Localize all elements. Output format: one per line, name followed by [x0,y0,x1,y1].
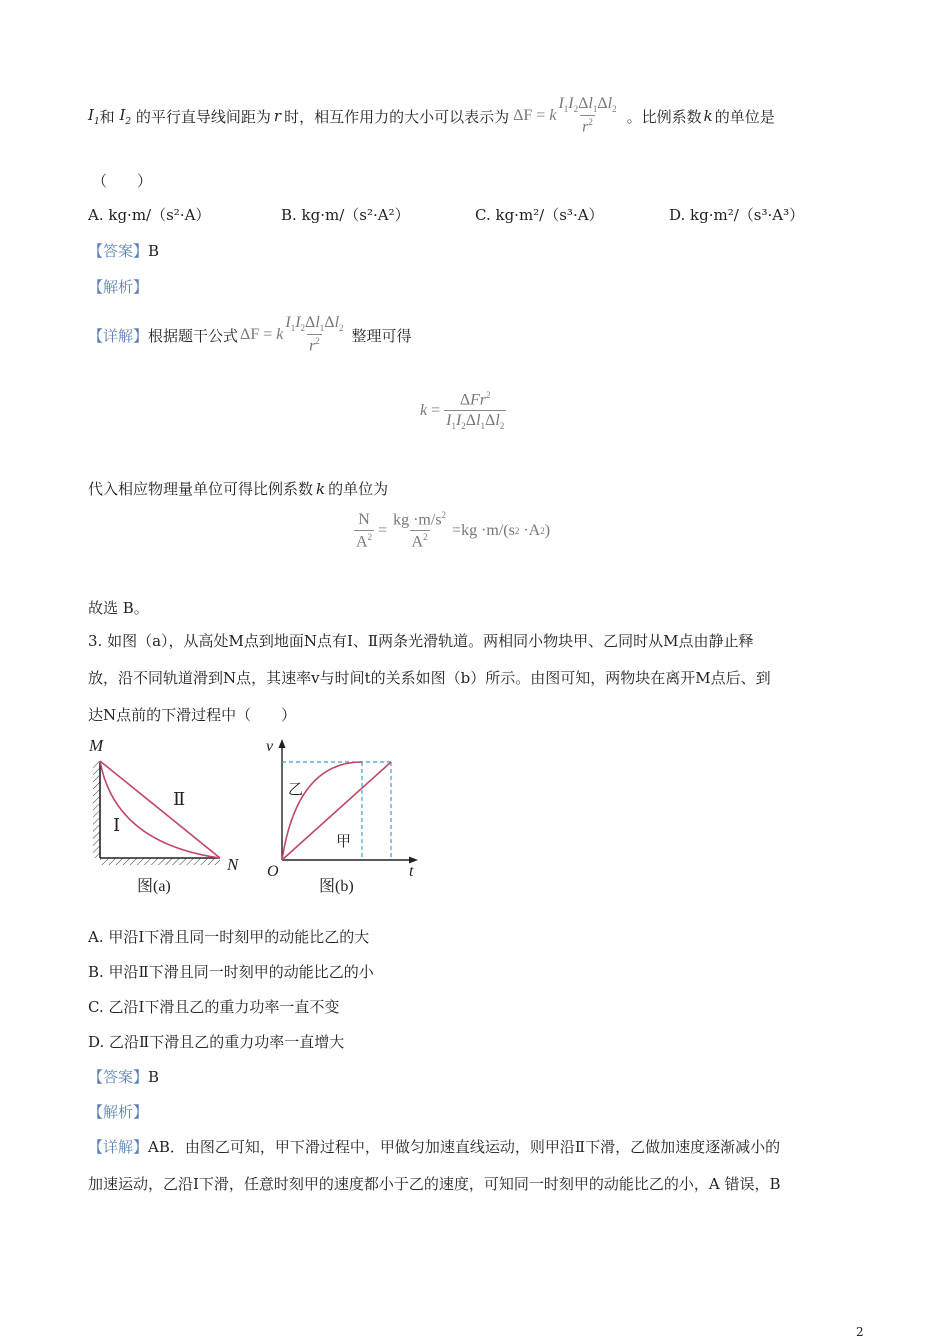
q3-stem-line2: 放，沿不同轨道滑到N点，其速率v与时间t的关系如图（b）所示。由图可知，两物块在离开M点后、到 [88,669,771,687]
track-2-line [100,761,220,858]
analysis-tag: 【解析】 [88,278,149,296]
detail-tag: 【详解】 [88,326,149,345]
detail-formula: ΔF = k $\frac{I_1I_2\Delta l_1\Delta l_2}{r^2}$ [240,314,344,355]
detail-text-1: 根据题干公式 [148,326,239,345]
detail-text-2: 整理可得 [351,326,412,345]
caption-b: 图(b) [319,878,354,895]
q3-detail-text1: AB．由图乙可知，甲下滑过程中，甲做匀加速直线运动，则甲沿Ⅱ下滑，乙做加速度逐渐减小的 [148,1138,781,1156]
detail-text-3: 代入相应物理量单位可得比例系数 [88,480,314,498]
q2-option-c: C. kg·m²/（s³·A） [475,206,604,224]
label-M: M [89,736,104,755]
q3-option-c: C. 乙沿Ⅰ下滑且乙的重力功率一直不变 [88,998,340,1016]
label-N: N [227,855,239,874]
label-yi: 乙 [288,782,304,798]
q3-detail-tag: 【详解】 [88,1138,149,1156]
figure-a [85,733,250,898]
detail-units-line [88,478,388,499]
q2-stem-after-formula: 。比例系数 [626,107,702,126]
q3-option-a: A. 甲沿Ⅰ下滑且同一时刻甲的动能比乙的大 [88,928,370,946]
q2-option-a: A. kg·m/（s²·A） [88,206,211,224]
caption-a: 图(a) [137,878,171,895]
q3-option-d: D. 乙沿Ⅱ下滑且乙的重力功率一直增大 [88,1033,345,1051]
page-number: 2 [856,1325,864,1339]
q2-answer-line [88,240,159,261]
label-track-2: Ⅱ [173,789,186,809]
answer-tag: 【答案】 [88,242,149,260]
figure-b [262,733,427,898]
detail-k: k [316,480,326,498]
q2-paren: （ ） [92,172,153,190]
q2-stem-mid: 的平行直导线间距为 [135,107,271,126]
q3-detail-line1 [88,1136,780,1157]
q2-stem-line1 [88,80,775,152]
q2-option-d: D. kg·m²/（s³·A³） [669,206,805,224]
q3-option-b: B. 甲沿Ⅱ下滑且同一时刻甲的动能比乙的小 [88,963,374,981]
symbol-I1: $I_1$ [88,105,100,127]
symbol-k: k [703,107,713,125]
q3-analysis-tag: 【解析】 [88,1103,149,1121]
symbol-I2: $I_2$ [114,105,132,127]
q2-stem-prefix: 和 [99,107,115,126]
label-O: O [267,863,279,880]
force-formula: ΔF = k $\frac{I_1I_2\Delta l_1\Delta l_2}{r^2}$ [513,95,617,136]
label-v: v [266,738,274,755]
label-jia: 甲 [336,834,352,850]
q3-answer-line [88,1066,159,1087]
q2-conclusion: 故选 B。 [88,599,149,617]
symbol-r: r [273,107,282,125]
q2-detail-line [88,305,412,365]
q3-stem-line1: 3. 如图（a），从高处M点到地面N点有Ⅰ、Ⅱ两条光滑轨道。两相同小物块甲、乙同时从M点由静止释 [88,632,754,650]
q3-stem-line3: 达N点前的下滑过程中（ ） [88,706,297,724]
label-t: t [409,863,414,880]
ground-hatch [100,858,220,865]
q3-answer-value: B [148,1068,160,1086]
detail-text-4: 的单位为 [328,480,389,498]
q2-option-b: B. kg·m/（s²·A²） [281,206,410,224]
q3-answer-tag: 【答案】 [88,1068,149,1086]
k-formula: k = $\frac{\Delta Fr^2}{I_1I_2\Delta l_1\Delta l_2}$ [420,390,505,432]
unit-formula: $\frac{N}{A^2}$ = $\frac{kg \cdot m/s^2}{A^2}$ =kg ·m/(s 2 ·A 2 ) [356,510,551,551]
q3-detail-line2: 加速运动，乙沿Ⅰ下滑，任意时刻甲的速度都小于乙的速度，可知同一时刻甲的动能比乙的小，A 错误，B [88,1175,781,1193]
answer-value: B [148,242,160,260]
v-axis-arrow [279,739,286,748]
q2-stem-end: 的单位是 [714,107,775,126]
q2-stem-after-r: 时，相互作用力的大小可以表示为 [284,107,510,126]
wall-hatch [93,761,100,858]
label-track-1: Ⅰ [113,815,121,835]
